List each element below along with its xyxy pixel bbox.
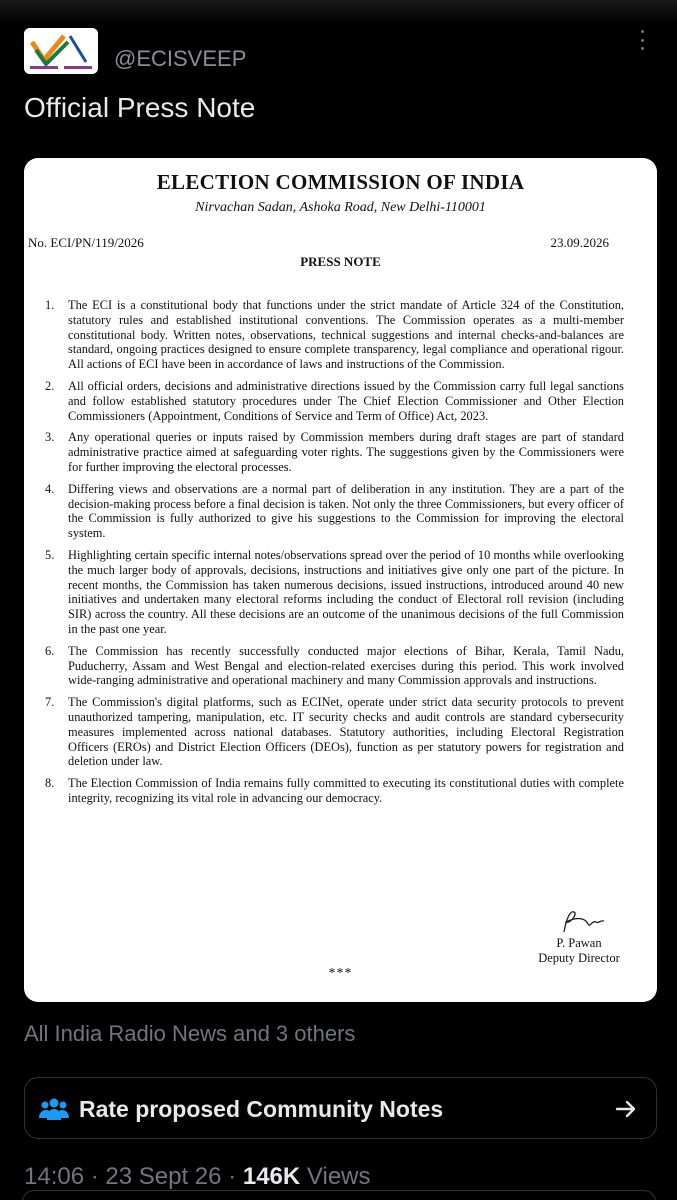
next-card-edge — [22, 1190, 656, 1200]
press-note-date: 23.09.2026 — [550, 235, 609, 250]
press-note-image[interactable] — [24, 158, 657, 1002]
press-note-point: 1. The ECI is a constitutional body that functions under the strict mandate of Article 324 of the Constitution, statutory rules and established institutional conventions. The Commission operates as a multi-member constitutional body. Written notes, observations, technical suggestions and internal checks-and-balances are standard, ongoing practices designed to ensure complete transparency, legal compliance and operational rigour. All actions of ECI have been in accordance of laws and instructions of the Commission. — [45, 298, 624, 372]
views-label: Views — [306, 1163, 371, 1190]
press-note-org: ELECTION COMMISSION OF INDIA — [156, 170, 525, 194]
press-note-point: 5. Highlighting certain specific internal notes/observations spread over the period of 10 months while overlooking the much larger body of approvals, decisions, instructions and initiatives give only one part of the picture. In recent months, the Commission has taken numerous decisions, issued instructions, introduced around 40 new initiatives and undertaken many electoral reforms including the conduct of Electoral roll revision (including SIR) across the country. All these decisions are an outcome of the unanimous decisions of the full Commission in the past one year. — [45, 547, 624, 636]
press-note-point: 3. Any operational queries or inputs raised by Commission members during draft stages are part of standard administrative practice aimed at safeguarding voter rights. The suggestions given by the Commissioners were for further improving the electoral processes. — [45, 430, 624, 474]
tweet-time[interactable]: 14:06 — [24, 1163, 85, 1190]
meta-separator: · — [90, 1163, 99, 1190]
signatory-title: Deputy Director — [538, 951, 620, 965]
arrow-right-icon — [614, 1097, 638, 1126]
press-note-title: PRESS NOTE — [300, 254, 381, 269]
meta-separator: · — [228, 1163, 237, 1190]
handwritten-signature — [544, 906, 614, 936]
press-note-end-mark: *** — [328, 966, 353, 981]
tweet-handle[interactable]: @ECISVEEP — [114, 46, 247, 71]
community-notes-button[interactable] — [24, 1077, 657, 1139]
press-note-point: 6. The Commission has recently successfully conducted major elections of Bihar, Kerala, Tamil Nadu, Puducherry, Assam and West Bengal and election-related exercises during this period. This work involved wide-ranging administrative and operational machinery and many Commission approvals and instructions. — [45, 643, 624, 688]
signatory-name: P. Pawan — [556, 936, 602, 950]
tagged-accounts[interactable]: All India Radio News and 3 others — [24, 1021, 356, 1046]
tweet-date[interactable]: 23 Sept 26 — [105, 1163, 222, 1190]
press-note-point: 4. Differing views and observations are a normal part of deliberation in any institution. They are a part of the decision-making process before a final decision is taken. Not only the three Commissioners, but every officer of the Commission is fully authorized to give his suggestions to the Commission for improving the electoral system. — [45, 481, 624, 541]
top-edge-fade — [0, 0, 677, 24]
press-note-ref: No. ECI/PN/119/2026 — [28, 235, 144, 250]
tweet-header — [24, 28, 654, 76]
community-notes-label: Rate proposed Community Notes — [79, 1096, 444, 1122]
signature-block — [524, 906, 634, 966]
tweet-text: Official Press Note — [24, 92, 256, 123]
press-note-point: 7. The Commission's digital platforms, such as ECINet, operate under strict data security protocols to prevent unauthorized tampering, manipulation, etc. IT security checks and audit controls are standard cybersecurity measures implemented across national databases. Statutory authorities, including Electoral Registration Officers (EROs) and District Election Officers (DEOs), function as per statutory powers for registration and deletion under law. — [45, 695, 624, 769]
press-note-address: Nirvachan Sadan, Ashoka Road, New Delhi-110001 — [195, 200, 486, 215]
people-icon — [39, 1098, 69, 1127]
tweet-meta — [24, 1163, 371, 1191]
press-note-points — [45, 298, 624, 813]
press-note-point: 8. The Election Commission of India remains fully committed to executing its constitutional duties with complete integrity, recognizing its vital role in advancing our democracy. — [45, 776, 624, 805]
views-count: 146K — [242, 1163, 301, 1190]
more-vertical-icon[interactable] — [638, 30, 646, 50]
press-note-point: 2. All official orders, decisions and administrative directions issued by the Commission carry full legal sanctions and follow established statutory procedures under The Chief Election Commissioner and Other Election Commissioners (Appointment, Conditions of Service and Term of Office) Act, 2023. — [45, 378, 624, 423]
eci-logo-avatar[interactable] — [24, 28, 98, 74]
